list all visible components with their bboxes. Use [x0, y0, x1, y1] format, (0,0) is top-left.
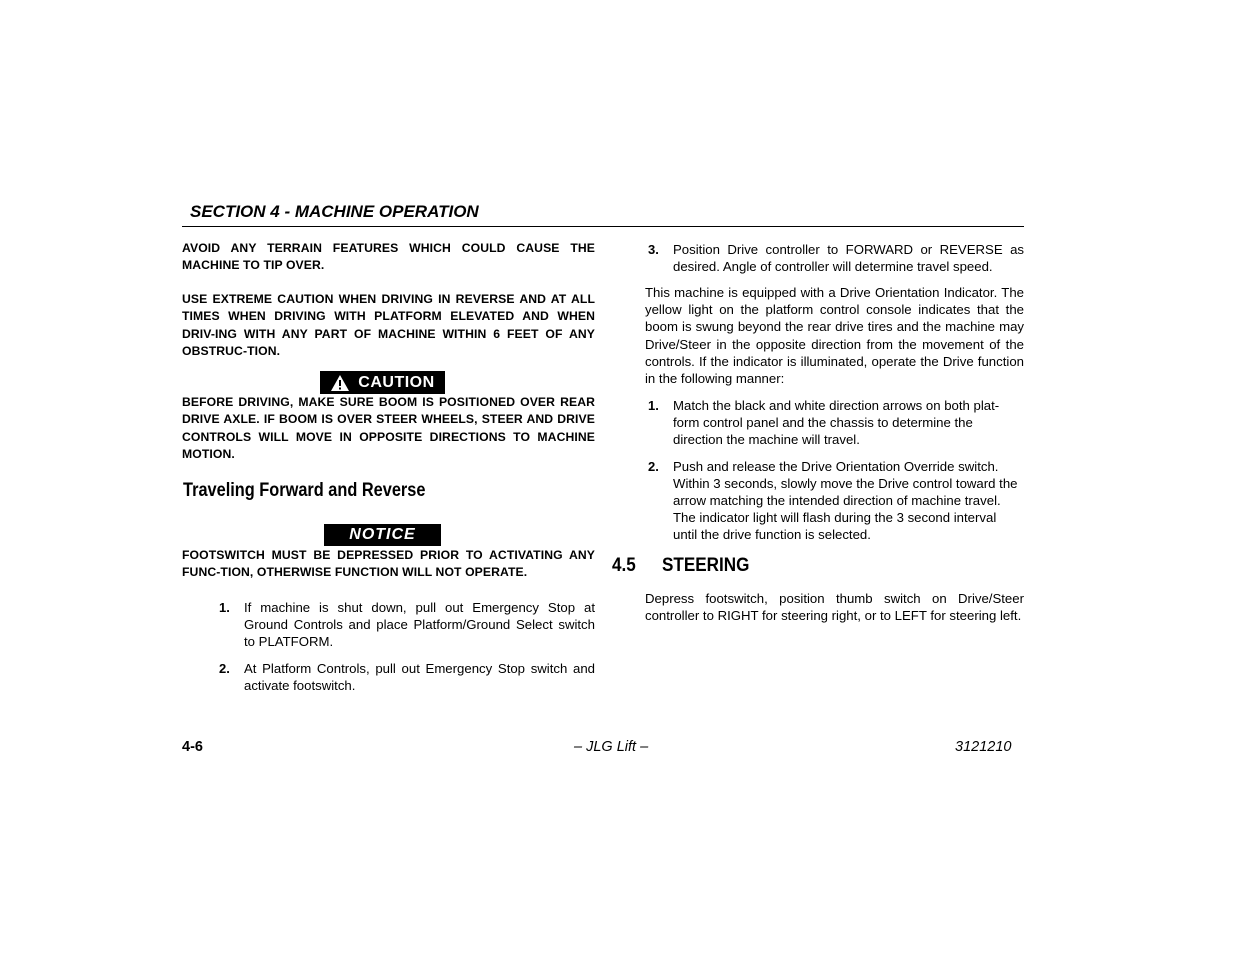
- page-number: 4-6: [182, 739, 203, 755]
- step-3: [648, 241, 1024, 275]
- list-item-number: 3.: [648, 242, 659, 257]
- notice-badge: [324, 524, 441, 546]
- notice-text: FOOTSWITCH MUST BE DEPRESSED PRIOR TO ACTIVATING ANY FUNC-TION, OTHERWISE FUNCTION WILL NOT OPERATE.: [182, 548, 595, 580]
- list-item-number: 1.: [648, 398, 659, 413]
- list-item: [648, 458, 1024, 544]
- list-item: [219, 660, 595, 694]
- list-item-number: 2.: [648, 458, 659, 474]
- header-rule: [182, 226, 1024, 227]
- left-column: [182, 240, 595, 360]
- list-item: [219, 599, 595, 651]
- list-item-number: 1.: [219, 600, 230, 615]
- notice-block: [182, 547, 595, 582]
- list-item-number: 2.: [219, 660, 230, 676]
- list-item-text: Match the black and white direction arrows on both plat-form control panel and the chassis to determine the direction the machine will travel.: [673, 398, 1000, 448]
- subheading-traveling: Traveling Forward and Reverse: [183, 480, 426, 501]
- section-number: 4.5: [612, 555, 636, 576]
- paragraph-text: This machine is equipped with a Drive Orientation Indicator. The yellow light on the platform control console indicates that the boom is swung beyond the rear drive tires and the machine may Drive/Steer in the opposite direction from the movement of the controls. If the indicator is illuminated, operate the Drive function in the following manner:: [645, 285, 1024, 387]
- list-item-text: At Platform Controls, pull out Emergency Stop switch and activate footswitch.: [244, 660, 595, 693]
- notice-label: NOTICE: [349, 526, 416, 543]
- orientation-paragraph: [645, 284, 1024, 387]
- warning-triangle-icon: [330, 374, 350, 392]
- section-header: SECTION 4 - MACHINE OPERATION: [190, 202, 479, 221]
- travel-steps-list: [219, 599, 595, 694]
- orientation-steps-list: [648, 397, 1024, 544]
- list-item-text: Push and release the Drive Orientation Override switch. Within 3 seconds, slowly move the Drive control toward the arrow matching the intended direction of machine travel. The indicator light will flash during the 3 second interval until the drive function is selected.: [673, 458, 1018, 543]
- caution-label: CAUTION: [358, 373, 435, 391]
- caution-badge: [320, 371, 445, 394]
- caution-text: BEFORE DRIVING, MAKE SURE BOOM IS POSITIONED OVER REAR DRIVE AXLE. IF BOOM IS OVER STEER WHEELS, STEER AND DRIVE CONTROLS WILL MOVE IN OPPOSITE DIRECTIONS TO MACHINE MOTION.: [182, 395, 595, 461]
- warning-reverse: USE EXTREME CAUTION WHEN DRIVING IN REVERSE AND AT ALL TIMES WHEN DRIVING WITH PLATFORM ELEVATED AND WHEN DRIV-ING WITH ANY PART OF MACHINE WITHIN 6 FEET OF ANY OBSTRUC-TION.: [182, 292, 595, 358]
- steering-text: Depress footswitch, position thumb switch on Drive/Steer controller to RIGHT for steering right, or to LEFT for steering left.: [645, 591, 1024, 624]
- list-item: [648, 397, 1024, 449]
- doc-number: 3121210: [955, 739, 1012, 755]
- steering-paragraph: [645, 590, 1024, 624]
- list-item: [648, 241, 1024, 275]
- footer-center: – JLG Lift –: [574, 739, 649, 755]
- list-item-text: Position Drive controller to FORWARD or REVERSE as desired. Angle of controller will determine travel speed.: [673, 242, 1024, 275]
- section-title-steering: STEERING: [662, 555, 750, 576]
- list-item-text: If machine is shut down, pull out Emergency Stop at Ground Controls and place Platform/Ground Select switch to PLATFORM.: [244, 600, 595, 650]
- caution-block: [182, 394, 595, 463]
- warning-terrain: AVOID ANY TERRAIN FEATURES WHICH COULD CAUSE THE MACHINE TO TIP OVER.: [182, 241, 595, 273]
